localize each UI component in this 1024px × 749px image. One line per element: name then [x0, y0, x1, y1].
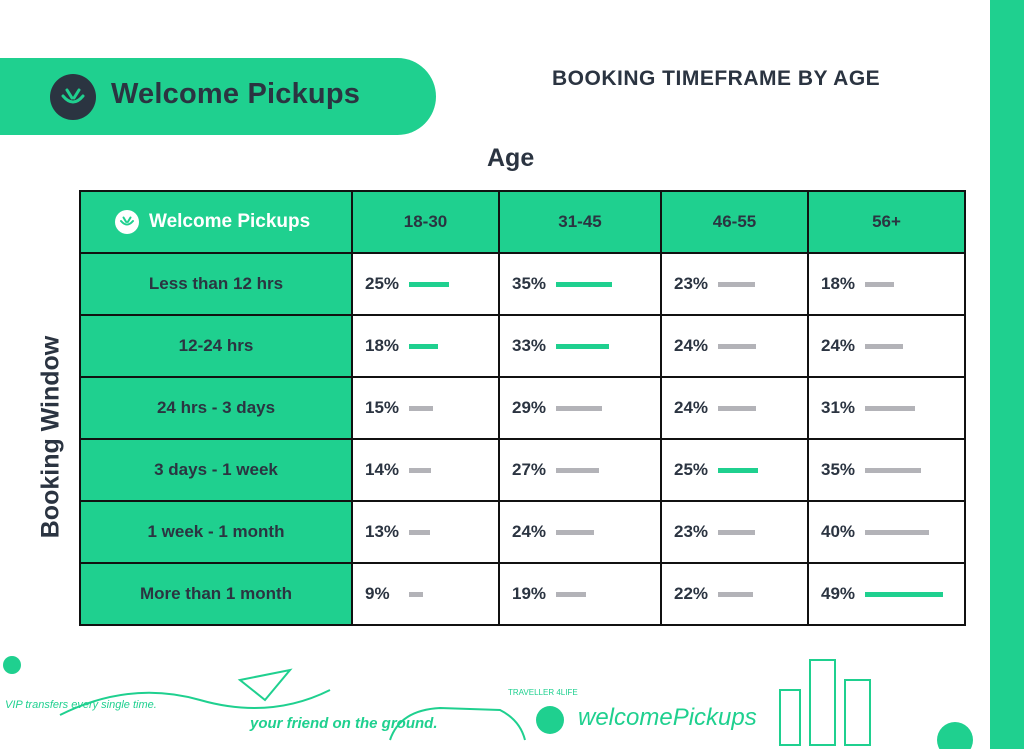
value-cell [661, 253, 808, 315]
value-label: 49% [821, 584, 856, 603]
value-cell [352, 377, 499, 439]
value-bar [718, 344, 756, 349]
table-row [80, 501, 965, 563]
column-header: 31-45 [499, 191, 661, 253]
value-cell [352, 563, 499, 625]
value-bar [865, 282, 894, 287]
value-cell [499, 439, 661, 501]
value-cell [499, 563, 661, 625]
doodle-globe-icon [937, 722, 973, 749]
value-cell [499, 315, 661, 377]
booking-timeframe-table [79, 190, 966, 626]
footer-tagline: your friend on the ground. [250, 715, 438, 732]
column-axis-label: Age [487, 144, 535, 172]
value-bar [409, 530, 430, 535]
value-bar [865, 530, 929, 535]
value-label: 25% [365, 274, 400, 293]
value-bar [556, 344, 609, 349]
value-label: 25% [674, 460, 709, 479]
value-label: 23% [674, 522, 709, 541]
table-row [80, 439, 965, 501]
value-bar [556, 468, 599, 473]
doodle-dot-icon [3, 656, 21, 674]
row-label: 3 days - 1 week [80, 439, 352, 501]
value-bar [556, 530, 594, 535]
value-bar [409, 344, 438, 349]
value-label: 40% [821, 522, 856, 541]
table-row [80, 253, 965, 315]
value-cell [352, 315, 499, 377]
header-row [80, 191, 965, 253]
value-label: 18% [821, 274, 856, 293]
doodle-decoration [60, 660, 870, 745]
value-cell [499, 377, 661, 439]
value-label: 24% [674, 398, 709, 417]
value-bar [718, 406, 756, 411]
corner-label: Welcome Pickups [149, 211, 311, 232]
value-bar [409, 592, 423, 597]
table-row [80, 315, 965, 377]
value-cell [499, 501, 661, 563]
value-cell [352, 439, 499, 501]
row-label: 12-24 hrs [80, 315, 352, 377]
value-cell [352, 253, 499, 315]
value-label: 19% [512, 584, 547, 603]
footer-handwritten-logo: welcomePickups [578, 704, 757, 731]
value-bar [556, 592, 586, 597]
footer-badge: TRAVELLER 4LIFE [508, 688, 578, 697]
value-bar [409, 282, 449, 287]
value-cell [808, 501, 965, 563]
brand-logo-icon [50, 74, 96, 120]
value-cell [808, 253, 965, 315]
footer-illustration [0, 640, 990, 749]
value-bar [409, 468, 431, 473]
value-label: 22% [674, 584, 709, 603]
row-label: 24 hrs - 3 days [80, 377, 352, 439]
table-row [80, 563, 965, 625]
value-cell [661, 501, 808, 563]
value-label: 35% [821, 460, 856, 479]
value-label: 27% [512, 460, 547, 479]
footer-note: VIP transfers every single time. [5, 699, 157, 711]
value-cell [661, 563, 808, 625]
right-accent-stripe [990, 0, 1024, 749]
value-label: 24% [674, 336, 709, 355]
value-cell [808, 563, 965, 625]
column-header: 46-55 [661, 191, 808, 253]
corner-cell [80, 191, 352, 253]
value-bar [865, 468, 921, 473]
value-label: 23% [674, 274, 709, 293]
column-header: 56+ [808, 191, 965, 253]
value-bar [718, 592, 753, 597]
report-title: BOOKING TIMEFRAME BY AGE [552, 67, 881, 90]
value-bar [865, 344, 903, 349]
value-bar [556, 282, 612, 287]
value-bar [718, 530, 755, 535]
value-label: 31% [821, 398, 856, 417]
value-label: 35% [512, 274, 547, 293]
value-cell [808, 439, 965, 501]
row-label: Less than 12 hrs [80, 253, 352, 315]
column-header: 18-30 [352, 191, 499, 253]
value-label: 15% [365, 398, 400, 417]
value-bar [718, 468, 758, 473]
doodle-ball-icon [536, 706, 564, 734]
value-cell [661, 315, 808, 377]
value-label: 14% [365, 460, 400, 479]
value-label: 24% [512, 522, 547, 541]
value-cell [352, 501, 499, 563]
value-label: 24% [821, 336, 856, 355]
value-bar [718, 282, 755, 287]
mini-logo-icon [115, 210, 139, 234]
value-cell [661, 377, 808, 439]
value-bar [556, 406, 602, 411]
value-label: 33% [512, 336, 547, 355]
value-cell [808, 315, 965, 377]
table-row [80, 377, 965, 439]
value-cell [499, 253, 661, 315]
row-label: 1 week - 1 month [80, 501, 352, 563]
value-label: 29% [512, 398, 547, 417]
value-label: 13% [365, 522, 400, 541]
value-label: 18% [365, 336, 400, 355]
value-bar [865, 592, 943, 597]
value-cell [661, 439, 808, 501]
value-bar [409, 406, 433, 411]
value-label: 9% [365, 584, 390, 603]
brand-name: Welcome Pickups [111, 78, 361, 110]
value-cell [808, 377, 965, 439]
value-bar [865, 406, 915, 411]
row-axis-label: Booking Window [36, 335, 65, 539]
row-label: More than 1 month [80, 563, 352, 625]
